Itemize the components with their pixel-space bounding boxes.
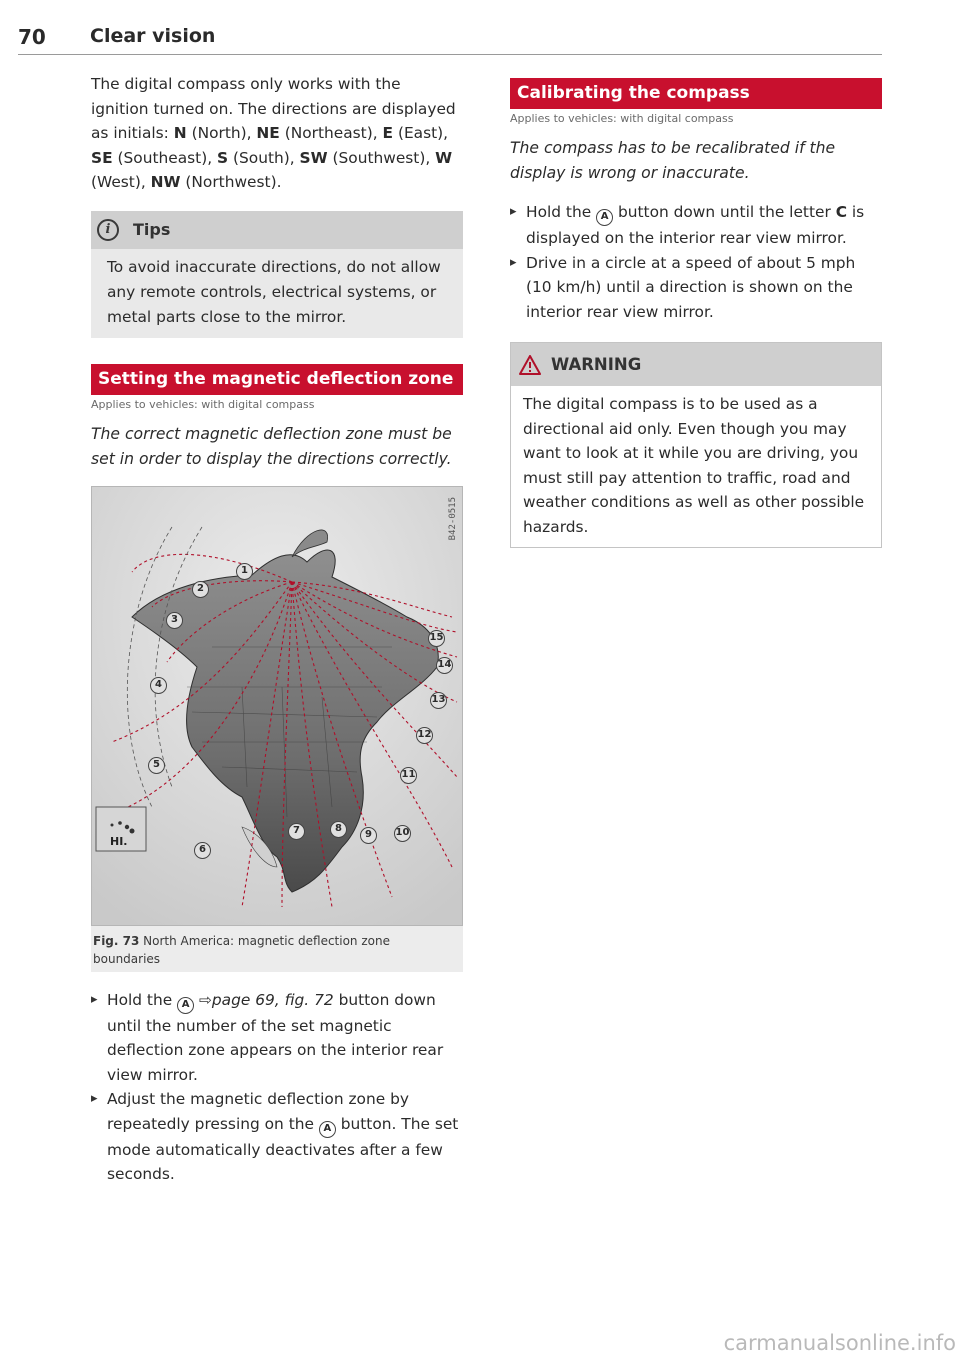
- zone-callout: 13: [430, 692, 447, 709]
- figure-caption-text: North America: magnetic deflection zone boundaries: [93, 933, 390, 966]
- zone-callout: 11: [400, 767, 417, 784]
- dir-abbr: W: [435, 148, 453, 167]
- figure-code: B42-0515: [448, 496, 458, 540]
- step-text: button down until the letter: [613, 203, 836, 221]
- dir-abbr: N: [173, 124, 187, 142]
- zone-callout: 12: [416, 727, 433, 744]
- dir-name: (Northeast),: [284, 124, 383, 142]
- deflection-steps: [91, 988, 463, 1187]
- warning-box: [510, 342, 882, 548]
- watermark: carmanualsonline.info: [723, 1331, 956, 1355]
- deflection-zone-map: [91, 486, 463, 926]
- lead-text: The correct magnetic deflection zone must be set in order to display the directions correctly.: [91, 424, 452, 468]
- applies-note: Applies to vehicles: with digital compass: [91, 397, 315, 411]
- section-title: Clear vision: [90, 25, 216, 47]
- step-item: [510, 251, 882, 325]
- figure-caption: [91, 926, 463, 972]
- step-item: [91, 1087, 463, 1187]
- page-number: 70: [18, 25, 46, 49]
- dir-abbr: E: [382, 124, 394, 142]
- letter-c: C: [835, 203, 847, 221]
- dir-name: (South),: [233, 148, 300, 167]
- step-text: Hold the: [107, 990, 178, 1009]
- step-text: is displayed on the interior rear view mirror.: [526, 203, 865, 247]
- tips-header: [91, 211, 463, 249]
- figure-73: [91, 486, 463, 972]
- dir-name: (Northwest).: [185, 173, 282, 191]
- zone-callout: 2: [192, 581, 209, 598]
- zone-callout: 3: [166, 612, 183, 629]
- intro-text: The digital compass only works with the ignition turned on. The directions are displayed as initials:: [91, 75, 456, 142]
- page-header: [18, 24, 882, 55]
- right-column: [510, 78, 882, 548]
- figure-label: Fig. 73: [93, 933, 140, 948]
- arrow-ref-icon: ⇨: [198, 990, 212, 1009]
- north-america-map-icon: [92, 487, 462, 925]
- applies-note: Applies to vehicles: with digital compass: [510, 112, 734, 125]
- a-button-icon: A: [177, 997, 194, 1014]
- step-text: Drive in a circle at a speed of about 5 mph (10 km/h) until a direction is shown on the interior rear view mirror.: [526, 253, 856, 321]
- dir-name: (East),: [397, 124, 449, 142]
- dir-abbr: SW: [299, 148, 328, 167]
- step-text: button. The set mode automatically deactivates after a few seconds.: [107, 1114, 459, 1183]
- zone-callout: 6: [194, 842, 211, 859]
- zone-callout: 9: [360, 827, 377, 844]
- warning-triangle-icon: [519, 355, 541, 375]
- dir-name: (North),: [191, 124, 257, 142]
- hawaii-inset-label: HI.: [110, 834, 128, 848]
- dir-abbr: NE: [256, 124, 280, 142]
- zone-callout: 7: [288, 823, 305, 840]
- step-text: Hold the: [526, 203, 597, 221]
- zone-callout: 15: [428, 630, 445, 647]
- dir-abbr: SE: [91, 148, 113, 167]
- tips-box: [91, 211, 463, 338]
- warning-title: WARNING: [551, 355, 642, 374]
- warning-body: The digital compass is to be used as a directional aid only. Even though you may want to look at it while you are driving, you must still pay attention to traffic, road and weather conditions as well as other possible hazards.: [523, 395, 865, 536]
- page-reference-link[interactable]: page 69, fig. 72: [211, 990, 334, 1009]
- zone-callout: 10: [394, 825, 411, 842]
- info-icon: i: [97, 219, 119, 241]
- step-item: [510, 200, 882, 251]
- zone-callout: 1: [236, 563, 253, 580]
- dir-name: (West),: [91, 173, 151, 191]
- zone-callout: 5: [148, 757, 165, 774]
- dir-abbr: NW: [150, 173, 181, 191]
- tips-body: To avoid inaccurate directions, do not allow any remote controls, electrical systems, or metal parts close to the mirror.: [107, 257, 441, 326]
- a-button-icon: A: [319, 1121, 336, 1138]
- tips-title: Tips: [133, 220, 171, 239]
- lead-text: The compass has to be recalibrated if the display is wrong or inaccurate.: [510, 139, 836, 182]
- zone-callout: 4: [150, 677, 167, 694]
- deflection-zone-heading: Setting the magnetic deflection zone: [91, 364, 463, 395]
- zone-callout: 14: [436, 657, 453, 674]
- dir-name: (Southeast),: [117, 148, 217, 167]
- a-button-icon: A: [596, 209, 613, 226]
- calibrating-heading: Calibrating the compass: [510, 78, 882, 109]
- intro-paragraph: [91, 72, 463, 195]
- step-text: button down until the number of the set magnetic deflection zone appears on the interior rear view mirror.: [107, 990, 444, 1084]
- calibration-steps: [510, 200, 882, 324]
- left-column: [91, 72, 463, 1187]
- warning-header: [511, 343, 881, 386]
- step-item: [91, 988, 463, 1088]
- step-text: Adjust the magnetic deflection zone by repeatedly pressing on the: [107, 1090, 409, 1133]
- dir-abbr: S: [217, 148, 229, 167]
- zone-callout: 8: [330, 821, 347, 838]
- dir-name: (Southwest),: [332, 148, 436, 167]
